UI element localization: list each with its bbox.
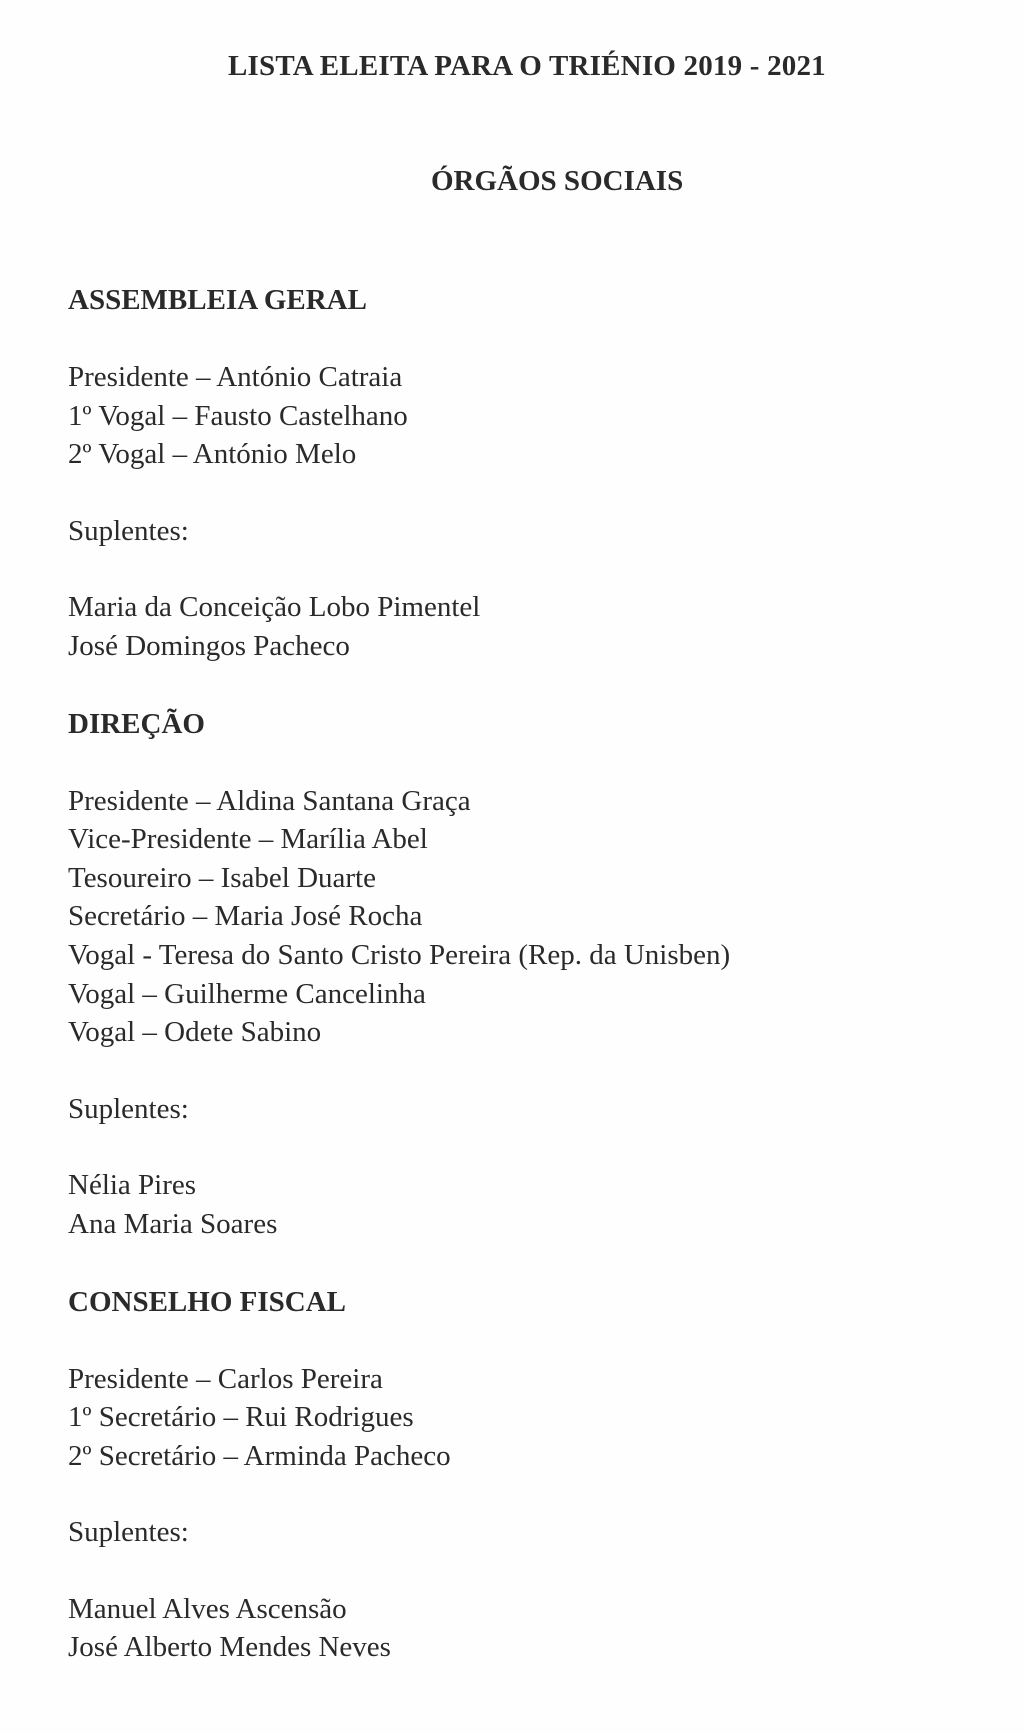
member-line: 2º Secretário – Arminda Pacheco [68,1439,451,1472]
member-line: Presidente – Aldina Santana Graça [68,784,471,817]
member-line: Tesoureiro – Isabel Duarte [68,861,376,894]
document-title: LISTA ELEITA PARA O TRIÉNIO 2019 - 2021 [228,50,826,82]
section-assembleia-geral [68,280,988,666]
member-line: 2º Vogal – António Melo [68,438,357,471]
section-heading: CONSELHO FISCAL [68,1285,346,1318]
member-line: 1º Secretário – Rui Rodrigues [68,1401,414,1434]
section-heading: ASSEMBLEIA GERAL [68,284,367,316]
member-line: Vice-Presidente – Marília Abel [68,823,428,856]
document-subtitle: ÓRGÃOS SOCIAIS [431,165,684,197]
substitutes-label: Suplentes: [68,514,189,547]
section-conselho-fiscal [68,1282,988,1668]
member-line: Presidente – Carlos Pereira [68,1362,383,1395]
substitute-line: José Alberto Mendes Neves [68,1631,391,1664]
substitute-line: Maria da Conceição Lobo Pimentel [68,591,481,624]
member-line: Vogal – Odete Sabino [68,1016,322,1049]
substitute-line: Ana Maria Soares [68,1207,278,1240]
document-body [68,280,988,1667]
member-line: Secretário – Maria José Rocha [68,900,423,933]
member-line: Vogal – Guilherme Cancelinha [68,977,426,1010]
substitutes-label: Suplentes: [68,1516,189,1549]
member-line: Vogal - Teresa do Santo Cristo Pereira (Rep. da Unisben) [68,938,731,971]
member-line: 1º Vogal – Fausto Castelhano [68,399,408,432]
substitutes-label: Suplentes: [68,1092,189,1125]
section-direcao [68,704,988,1244]
member-line: Presidente – António Catraia [68,361,403,393]
substitute-line: José Domingos Pacheco [68,629,350,662]
section-heading: DIREÇÃO [68,707,205,740]
substitute-line: Manuel Alves Ascensão [68,1592,347,1625]
substitute-line: Nélia Pires [68,1169,197,1202]
